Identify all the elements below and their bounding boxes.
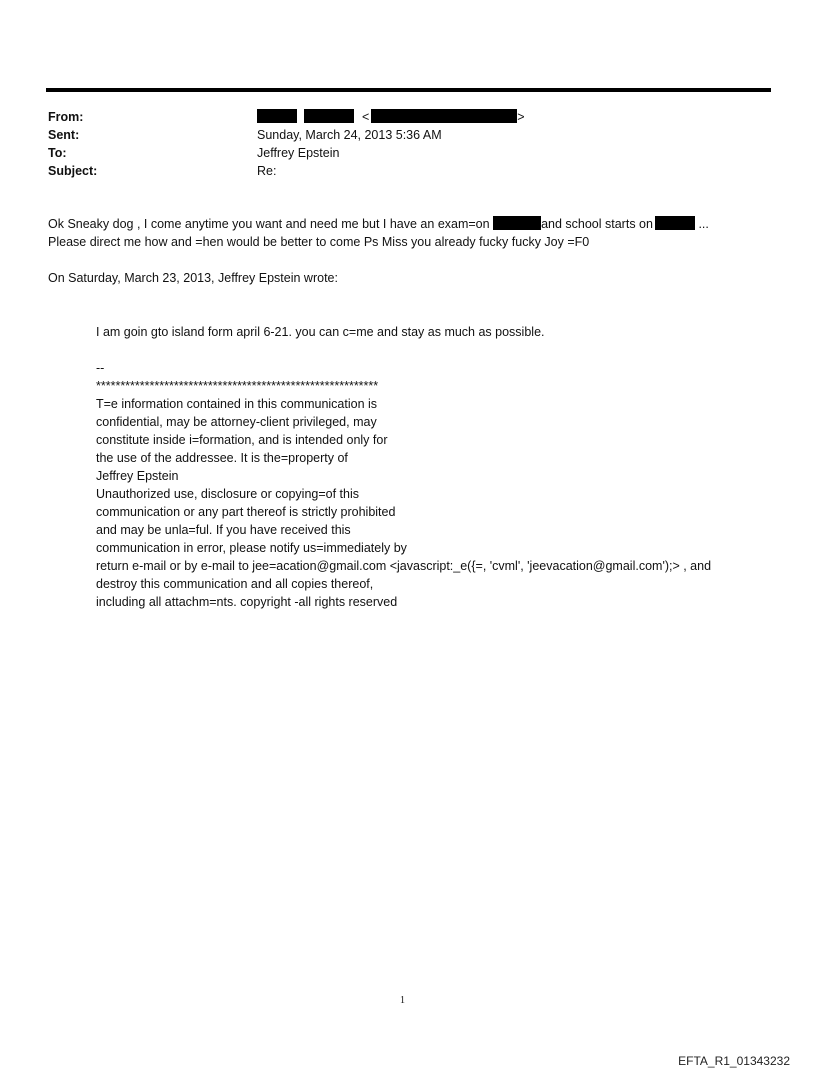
sent-row [48, 126, 768, 144]
disclaimer-line: communication in error, please notify us=immediately by [96, 541, 407, 555]
disclaimer-line: Jeffrey Epstein [96, 469, 179, 483]
disclaimer-line: including all attachm=nts. copyright -all rights reserved [96, 595, 398, 609]
signature-dash: -- [96, 361, 105, 375]
email-body [48, 215, 778, 287]
from-gt: > [517, 110, 525, 124]
from-lt: < [361, 110, 370, 124]
from-value [257, 108, 525, 126]
quoted-text: I am goin gto island form april 6-21. you can c=me and stay as much as possible. [96, 325, 545, 339]
redaction-box [304, 109, 354, 123]
email-header [48, 108, 768, 180]
subject-label: Subject: [48, 164, 98, 178]
disclaimer-line: Unauthorized use, disclosure or copying=of this [96, 487, 359, 501]
from-label: From: [48, 110, 84, 124]
redaction-box [493, 216, 541, 230]
to-label: To: [48, 146, 67, 160]
redaction-box [371, 109, 517, 123]
disclaimer-line: and may be unla=ful. If you have received this [96, 523, 351, 537]
document-id: EFTA_R1_01343232 [678, 1054, 790, 1068]
sent-label: Sent: [48, 128, 80, 142]
disclaimer-line: confidential, may be attorney-client privileged, may [96, 415, 377, 429]
body-line-1-part-b: and school starts on [541, 217, 653, 231]
page-number: 1 [400, 995, 405, 1006]
asterisk-line: ********************************************************** [96, 379, 379, 393]
disclaimer-line: T=e information contained in this communication is [96, 397, 378, 411]
header-rule [46, 88, 771, 92]
spacer [48, 251, 778, 269]
body-line-1 [48, 215, 778, 233]
to-value: Jeffrey Epstein [257, 146, 340, 160]
redaction-box [655, 216, 695, 230]
disclaimer-line: return e-mail or by e-mail to jee=acation@gmail.com <javascript:_e({=, 'cvml', 'jeevacation@gmail.com');> , and [96, 559, 712, 573]
redaction-box [257, 109, 297, 123]
spacer [96, 341, 776, 359]
wrote-line: On Saturday, March 23, 2013, Jeffrey Epstein wrote: [48, 271, 338, 285]
disclaimer-line: communication or any part thereof is strictly prohibited [96, 505, 396, 519]
disclaimer-line: destroy this communication and all copies thereof, [96, 577, 374, 591]
body-line-1-part-a: Ok Sneaky dog , I come anytime you want and need me but I have an exam=on [48, 217, 490, 231]
quoted-message [96, 323, 776, 611]
from-row [48, 108, 768, 126]
body-line-1-part-c: ... [698, 217, 709, 231]
sent-value: Sunday, March 24, 2013 5:36 AM [257, 128, 442, 142]
to-row [48, 144, 768, 162]
disclaimer-line: constitute inside i=formation, and is intended only for [96, 433, 388, 447]
subject-value: Re: [257, 164, 277, 178]
body-line-2: Please direct me how and =hen would be better to come Ps Miss you already fucky fucky Joy =F0 [48, 235, 590, 249]
subject-row [48, 162, 768, 180]
disclaimer-line: the use of the addressee. It is the=property of [96, 451, 348, 465]
